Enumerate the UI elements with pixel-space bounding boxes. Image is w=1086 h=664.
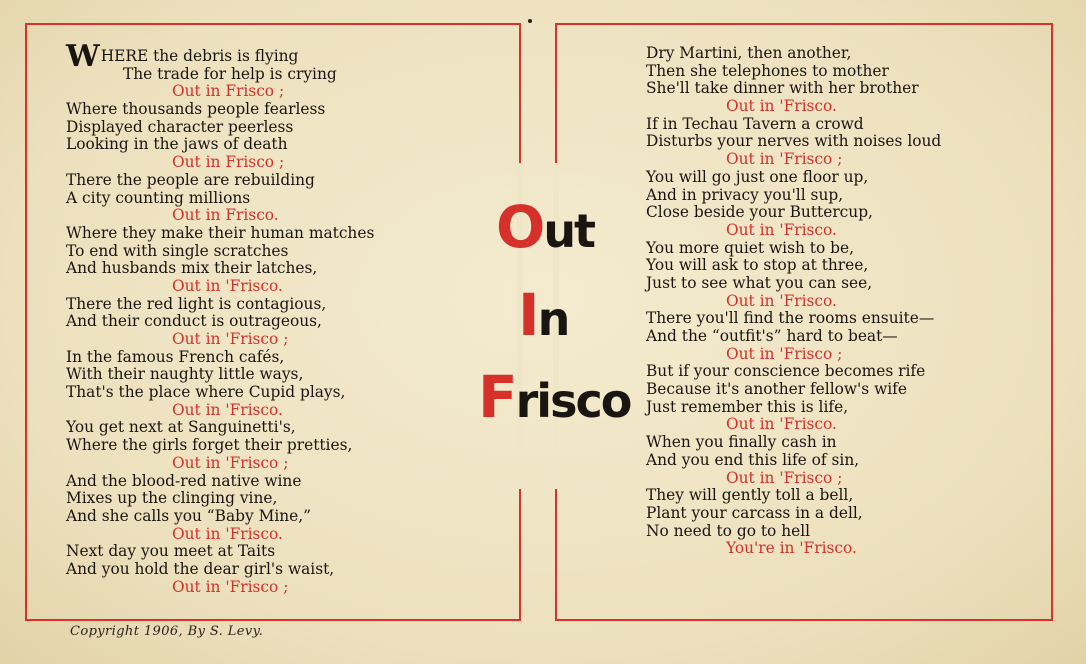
- poem-line: [66, 119, 374, 137]
- poem-line: [646, 310, 941, 328]
- title-cap-o: O: [496, 193, 544, 261]
- poem-line-text: And husbands mix their latches,: [66, 259, 318, 278]
- poem-line-text: The trade for help is crying: [123, 64, 337, 83]
- poem-line: [646, 434, 941, 452]
- poem-line-text: Next day you meet at Taits: [66, 542, 276, 561]
- poem-line-text: You're in 'Frisco.: [726, 539, 857, 558]
- poem-refrain-line: [646, 98, 941, 116]
- poem-line: [646, 452, 941, 470]
- poem-line-text: And the blood-red native wine: [66, 471, 302, 490]
- poem-refrain-line: [66, 526, 374, 544]
- poem-line: [646, 240, 941, 258]
- poem-line-text: No need to go to hell: [646, 521, 811, 540]
- poem-refrain-line: [66, 579, 374, 597]
- title-word-out: [470, 192, 620, 288]
- poem-line-text: And you end this life of sin,: [646, 450, 860, 469]
- poem-line-text: Out in 'Frisco.: [726, 291, 837, 310]
- poem-line-text: And you hold the dear girl's waist,: [66, 559, 335, 578]
- poem-line: [646, 363, 941, 381]
- poem-line: [66, 190, 374, 208]
- poem-line-text: Disturbs your nerves with noises loud: [646, 132, 942, 151]
- pin-hole: [528, 19, 532, 23]
- poem-line-text: Out in 'Frisco.: [726, 97, 837, 116]
- poem-line-text: Out in 'Frisco.: [726, 220, 837, 239]
- poem-line-text: You get next at Sanguinetti's,: [66, 418, 296, 437]
- title-rest-out: ut: [543, 204, 595, 258]
- poem-line: [66, 561, 374, 579]
- title-rest-in: n: [537, 292, 569, 346]
- poem-refrain-line: [646, 151, 941, 169]
- poem-refrain-line: [646, 540, 941, 558]
- poem-line: [66, 296, 374, 314]
- poem-line: [66, 543, 374, 561]
- right-poem: [646, 45, 941, 558]
- drop-cap: W: [66, 39, 100, 74]
- poem-line-text: With their naughty little ways,: [66, 365, 304, 384]
- poem-line: [66, 473, 374, 491]
- title-word-frisco: [470, 362, 631, 458]
- poem-line: [646, 133, 941, 151]
- poem-line: [66, 349, 374, 367]
- poem-line: [646, 187, 941, 205]
- poem-line: [646, 45, 941, 63]
- poem-line: [66, 384, 374, 402]
- poem-refrain-line: [66, 83, 374, 101]
- poem-refrain-line: [66, 278, 374, 296]
- poem-line: [66, 508, 374, 526]
- poem-line-text: Looking in the jaws of death: [66, 135, 288, 154]
- poem-refrain-line: [66, 455, 374, 473]
- poem-line-text: There the red light is contagious,: [66, 294, 327, 313]
- poem-line: [66, 260, 374, 278]
- poem-line: [66, 172, 374, 190]
- poem-line: [646, 80, 941, 98]
- poem-line-text: Out in 'Frisco.: [172, 400, 283, 419]
- poem-line-text: Close beside your Buttercup,: [646, 203, 873, 222]
- poem-line-text: She'll take dinner with her brother: [646, 79, 919, 98]
- poem-line-text: Just remember this is life,: [646, 397, 849, 416]
- poem-line: [646, 381, 941, 399]
- poem-line-text: Then she telephones to mother: [646, 61, 889, 80]
- poem-line-text: Out in Frisco ;: [172, 82, 285, 101]
- poem-refrain-line: [646, 293, 941, 311]
- postcard-title: [470, 192, 631, 458]
- title-rest-frisco: risco: [515, 374, 631, 428]
- poem-line: [646, 204, 941, 222]
- poem-refrain-line: [66, 331, 374, 349]
- poem-line-text: Out in Frisco.: [172, 206, 279, 225]
- poem-refrain-line: [646, 346, 941, 364]
- poem-line: [646, 257, 941, 275]
- poem-line-text: Where thousands people fearless: [66, 100, 326, 119]
- poem-line-text: Out in Frisco ;: [172, 153, 285, 172]
- poem-refrain-line: [646, 416, 941, 434]
- poem-line: [66, 243, 374, 261]
- poem-line: [646, 487, 941, 505]
- poem-line-text: There you'll find the rooms ensuite—: [646, 309, 935, 328]
- poem-line-text: Out in 'Frisco ;: [172, 453, 289, 472]
- poem-line-text: Out in 'Frisco ;: [726, 150, 843, 169]
- poem-line-text: In the famous French cafés,: [66, 347, 285, 366]
- poem-line-text: You will go just one floor up,: [646, 167, 869, 186]
- poem-line-text: You will ask to stop at three,: [646, 256, 869, 275]
- copyright-notice: Copyright 1906, By S. Levy.: [70, 624, 264, 639]
- poem-line-text: And she calls you “Baby Mine,”: [66, 506, 312, 525]
- poem-refrain-line: [646, 470, 941, 488]
- poem-line: [646, 63, 941, 81]
- poem-line: [66, 437, 374, 455]
- poem-line: [66, 225, 374, 243]
- poem-line-text: Where they make their human matches: [66, 223, 375, 242]
- poem-line: [66, 66, 374, 84]
- poem-line-text: Out in 'Frisco ;: [172, 330, 289, 348]
- poem-line-text: A city counting millions: [66, 188, 251, 207]
- poem-line-text: HERE the debris is flying: [100, 47, 299, 65]
- title-cap-i: I: [518, 281, 538, 349]
- poem-line-text: And the “outfit's” hard to beat—: [646, 327, 898, 345]
- poem-line-text: Out in 'Frisco.: [172, 524, 283, 543]
- poem-line: [66, 490, 374, 508]
- poem-line-text: Out in 'Frisco ;: [172, 577, 289, 596]
- poem-line: [646, 116, 941, 134]
- poem-line: [646, 523, 941, 541]
- poem-line-text: Plant your carcass in a dell,: [646, 503, 863, 522]
- poem-line: [66, 136, 374, 154]
- poem-line-text: They will gently toll a bell,: [646, 486, 854, 505]
- poem-line: [66, 419, 374, 437]
- poem-line: [646, 505, 941, 523]
- poem-line-text: When you finally cash in: [646, 433, 837, 452]
- poem-line-text: And their conduct is outrageous,: [66, 312, 322, 331]
- poem-refrain-line: [66, 154, 374, 172]
- poem-line-text: But if your conscience becomes rife: [646, 362, 926, 381]
- poem-line-text: And in privacy you'll sup,: [646, 185, 844, 204]
- poem-refrain-line: [646, 222, 941, 240]
- poem-line: [646, 399, 941, 417]
- poem-line: [646, 275, 941, 293]
- poem-line-text: Out in 'Frisco.: [726, 415, 837, 434]
- poem-line: [66, 101, 374, 119]
- poem-line-text: To end with single scratches: [66, 241, 289, 260]
- poem-line: [66, 366, 374, 384]
- title-cap-f: F: [478, 363, 516, 431]
- poem-line-text: Out in 'Frisco.: [172, 276, 283, 295]
- poem-refrain-line: [66, 207, 374, 225]
- left-poem: [66, 39, 375, 596]
- poem-line-text: Just to see what you can see,: [646, 273, 873, 292]
- poem-line: [66, 313, 374, 331]
- poem-line-text: Out in 'Frisco ;: [726, 468, 843, 487]
- poem-line-text: Because it's another fellow's wife: [646, 380, 907, 399]
- poem-line-text: Where the girls forget their pretties,: [66, 436, 353, 455]
- poem-line: [646, 169, 941, 187]
- poem-line-text: If in Techau Tavern a crowd: [646, 114, 864, 133]
- poem-line-text: That's the place where Cupid plays,: [66, 383, 346, 402]
- poem-line-text: Out in 'Frisco ;: [726, 344, 843, 363]
- poem-line: [646, 328, 941, 346]
- poem-refrain-line: [66, 402, 374, 420]
- poem-line-text: You more quiet wish to be,: [646, 238, 854, 257]
- poem-line-text: Mixes up the clinging vine,: [66, 489, 278, 508]
- poem-line-text: Displayed character peerless: [66, 117, 294, 136]
- poem-line-text: There the people are rebuilding: [66, 170, 315, 189]
- poem-line-text: Dry Martini, then another,: [646, 44, 852, 62]
